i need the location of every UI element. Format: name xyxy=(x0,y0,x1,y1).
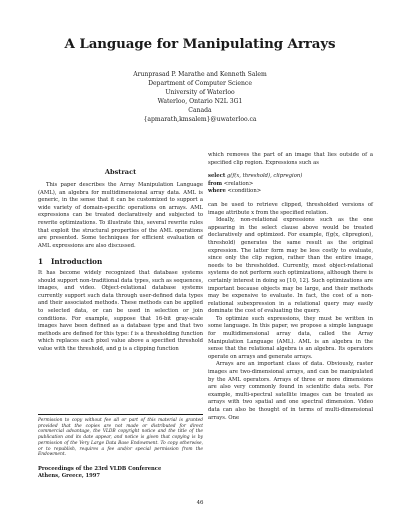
paragraph-continuation: which removes the part of an image that lies outside of a specified clip region. Expressions such as xyxy=(208,152,373,166)
author-emails: {apmarath,kmsalem}@uwaterloo.ca xyxy=(143,116,257,124)
author-block xyxy=(0,70,400,125)
paragraph-arrays: Arrays are an important class of data. Obviously, raster images are two-dimensional arrays, and can be manipulated by the AML operators. Arrays of three or more dimensions are also very commonly found in scientific data sets. For example, multi-spectral satellite images can be treated as arrays with two spatial and one spectral dimension. Video data can also be thought of in terms of multi-dimensional arrays. One xyxy=(208,361,373,421)
abstract-heading: Abstract xyxy=(104,168,137,176)
section-number: 1 xyxy=(38,257,44,266)
paper-title: A Language for Manipulating Arrays xyxy=(64,36,336,52)
university: University of Waterloo xyxy=(165,89,235,97)
query-where-line xyxy=(208,188,373,196)
abstract-paragraph: This paper describes the Array Manipulation Language (AML), an algebra for multidimensional array data. AML is generic, in the sense that it can be customized to support a wide variety of domain-specific operations on arrays. AML expressions can be treated declaratively and subjected to rewrite optimizations. To illustrate this, several rewrite rules that exploit the structural properties of the AML operations are presented. Some techniques for efficient evaluation of AML expressions are also discussed. xyxy=(38,182,203,249)
query-from-line xyxy=(208,181,373,189)
section-title: Introduction xyxy=(51,257,103,266)
abstract-body xyxy=(38,182,203,250)
country: Canada xyxy=(188,107,212,115)
address: Waterloo, Ontario N2L 3G1 xyxy=(157,98,243,106)
paragraph-after-query: can be used to retrieve clipped, thresholded versions of image attribute x from the specified relation. xyxy=(208,201,373,216)
proceedings-info xyxy=(38,466,203,480)
where-expression: <condition> xyxy=(227,188,262,195)
paragraph-ideally: Ideally, non-relational expressions such as the one appearing in the select clause above would be treated declaratively and optimized. For example, f(g(x, clipregion), threshold) generates the same result as the original expression. The latter form may be less costly to evaluate, since only the clip region, rather than the entire image, needs to be thresholded. Currently, most object-relational systems do not perform such optimizations, although there is certainly interest in doing so [10, 12]. Such optimizations are important because objects may be large, and their methods may be expensive to evaluate. In fact, the cost of a non-relational subexpression in a relational query may easily dominate the cost of evaluating the query. xyxy=(208,217,373,315)
from-keyword: from xyxy=(208,180,223,187)
right-column xyxy=(208,152,373,422)
sql-query xyxy=(208,173,373,196)
footnote-divider xyxy=(38,414,203,415)
author-names: Arunprasad P. Marathe and Kenneth Salem xyxy=(133,71,267,78)
where-keyword: where xyxy=(208,188,226,195)
from-expression: <relation> xyxy=(223,180,254,187)
introduction-body xyxy=(38,270,203,354)
introduction-paragraph: It has become widely recognized that database systems should support non-traditional data types, such as sequences, images, and video. Object-relational database systems currently support such data through user-defined data types and their associated methods. These methods can be applied to selected data, or can be used in selection or join conditions. For example, suppose that 16-bit gray-scale images have been defined as a database type and that two methods are defined for this type: f is a thresholding function which replaces each pixel value above a specified threshold value with the threshold, and g is a clipping function xyxy=(38,270,203,352)
query-select-line xyxy=(208,173,373,181)
department: Department of Computer Science xyxy=(148,80,252,88)
proceedings-line-2: Athens, Greece, 1997 xyxy=(38,473,100,479)
select-keyword: select xyxy=(208,173,226,180)
page-number: 46 xyxy=(196,500,204,506)
section-heading-introduction xyxy=(38,257,110,266)
paragraph-optimize: To optimize such expressions, they must be written in some language. In this paper, we propose a simple language for multidimensional array data, called the Array Manipulation Language (AML). AML is an algebra in the sense that the relational algebra is an algebra. Its operators operate on arrays and generate arrays. xyxy=(208,315,373,360)
proceedings-line-1: Proceedings of the 23rd VLDB Conference xyxy=(38,466,162,472)
permission-footnote: Permission to copy without fee all or part of this material is granted provided that the copies are not made or distributed for direct commercial advantage, the VLDB copyright notice and the title of the publication and its date appear, and notice is given that copying is by permission of the Very Large Data Base Endowment. To copy otherwise, or to republish, requires a fee and/or special permission from the Endowment. xyxy=(38,418,203,458)
select-expression: g(f(x, threshold), clipregion) xyxy=(226,173,303,180)
